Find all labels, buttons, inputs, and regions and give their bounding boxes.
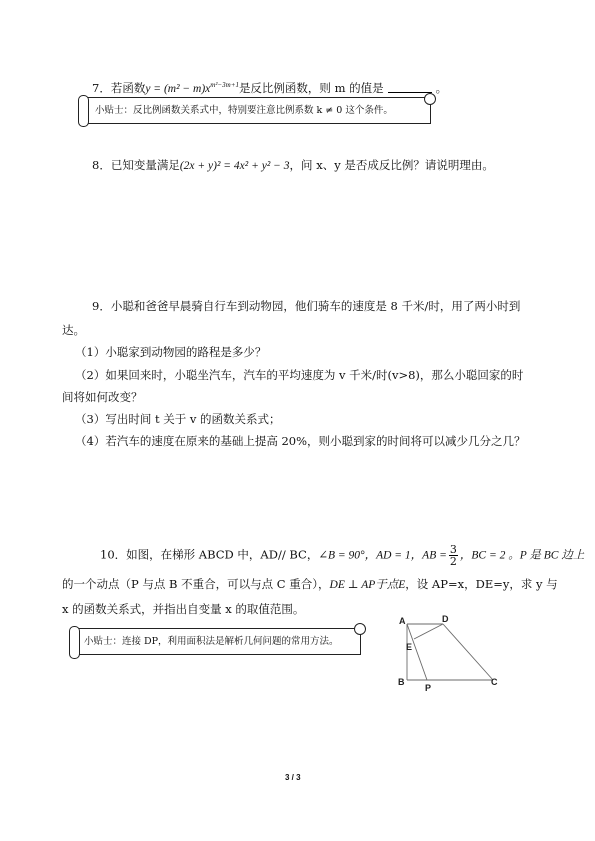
label-B: B (398, 677, 405, 687)
q10-line1-b: ，BC = 2 。P 是 BC 边上 (459, 549, 585, 562)
q10-tip-text: 小贴士：连接 DP，利用面积法是解析几何问题的常用方法。 (84, 636, 339, 647)
q10-angle: ∠B = 90°，AD = 1，AB = (318, 549, 447, 562)
q9-sub1: （1）小聪家到动物园的路程是多少？ (75, 345, 267, 359)
q8-line (92, 157, 494, 173)
q10-line3: x 的函数关系式，并指出自变量 x 的取值范围。 (62, 602, 305, 616)
q7-line (92, 80, 447, 96)
q10-tip-scroll (66, 625, 364, 657)
q10-fraction (449, 544, 458, 567)
label-C: C (491, 677, 498, 687)
q10-line1-a: 10．如图，在梯形 ABCD 中，AD// BC， (100, 547, 319, 562)
q10-line1 (100, 544, 584, 567)
q10-line2-a: 的一个动点（P 与点 B 不重合，可以与点 C 重合）， (62, 577, 330, 591)
q9-sub4: （4）若汽车的速度在原来的基础上提高 20%，则小聪到家的时间将可以减少几分之几？ (75, 434, 526, 448)
scroll-curl-right (424, 93, 436, 105)
scroll-curl-left (78, 95, 89, 127)
q10-frac-den: 2 (449, 555, 457, 568)
label-E: E (406, 642, 413, 652)
q9-sub2a: （2）如果回来时，小聪坐汽车，汽车的平均速度为 v 千米/时(v>8)，那么小聪回家的时 (75, 368, 524, 382)
q7-exponent: m²−3m+1 (210, 81, 239, 90)
q7-end: 。 (435, 81, 448, 95)
segment-AP (407, 624, 427, 680)
trapezoid-figure (395, 612, 520, 694)
page-number: 3 / 3 (285, 773, 301, 782)
q7-answer-blank (388, 82, 432, 93)
q9-line1: 9．小聪和爸爸早晨骑自行车到动物园，他们骑车的速度是 8 千米/时，用了两小时到 (92, 299, 521, 313)
label-A: A (399, 616, 406, 626)
segment-DC (443, 624, 493, 680)
q9-sub2b: 间将如何改变？ (62, 390, 143, 404)
q7-text-after: 是反比例函数，则 m 的值是 (238, 81, 384, 95)
scroll-curl-right (354, 623, 366, 635)
scroll-curl-left (69, 626, 80, 659)
q7-tip-scroll (75, 95, 435, 125)
q7-tip-text: 小贴士：反比例函数关系式中，特别要注意比例系数 k ≠ 0 这个条件。 (95, 105, 393, 116)
label-P: P (425, 683, 432, 693)
q10-line2-c: ，设 AP=x，DE=y，求 y 与 (405, 577, 558, 591)
q10-line2 (62, 576, 558, 592)
q7-text-before: 7．若函数 (92, 81, 146, 95)
segment-DE (414, 624, 443, 639)
label-D: D (442, 614, 449, 624)
q9-sub3: （3）写出时间 t 关于 v 的函数关系式； (75, 412, 281, 426)
q8-text-before: 8．已知变量满足 (92, 158, 180, 172)
q7-formula: y = (m² − m)x (145, 83, 211, 95)
q9-line2: 达。 (62, 323, 85, 337)
q8-text-after: ，问 x、y 是否成反比例？请说明理由。 (289, 158, 494, 172)
q8-formula: (2x + y)² = 4x² + y² − 3 (179, 160, 290, 172)
q10-frac-num: 3 (449, 543, 457, 556)
q10-line2-b: DE ⊥ AP于点E (329, 579, 406, 591)
